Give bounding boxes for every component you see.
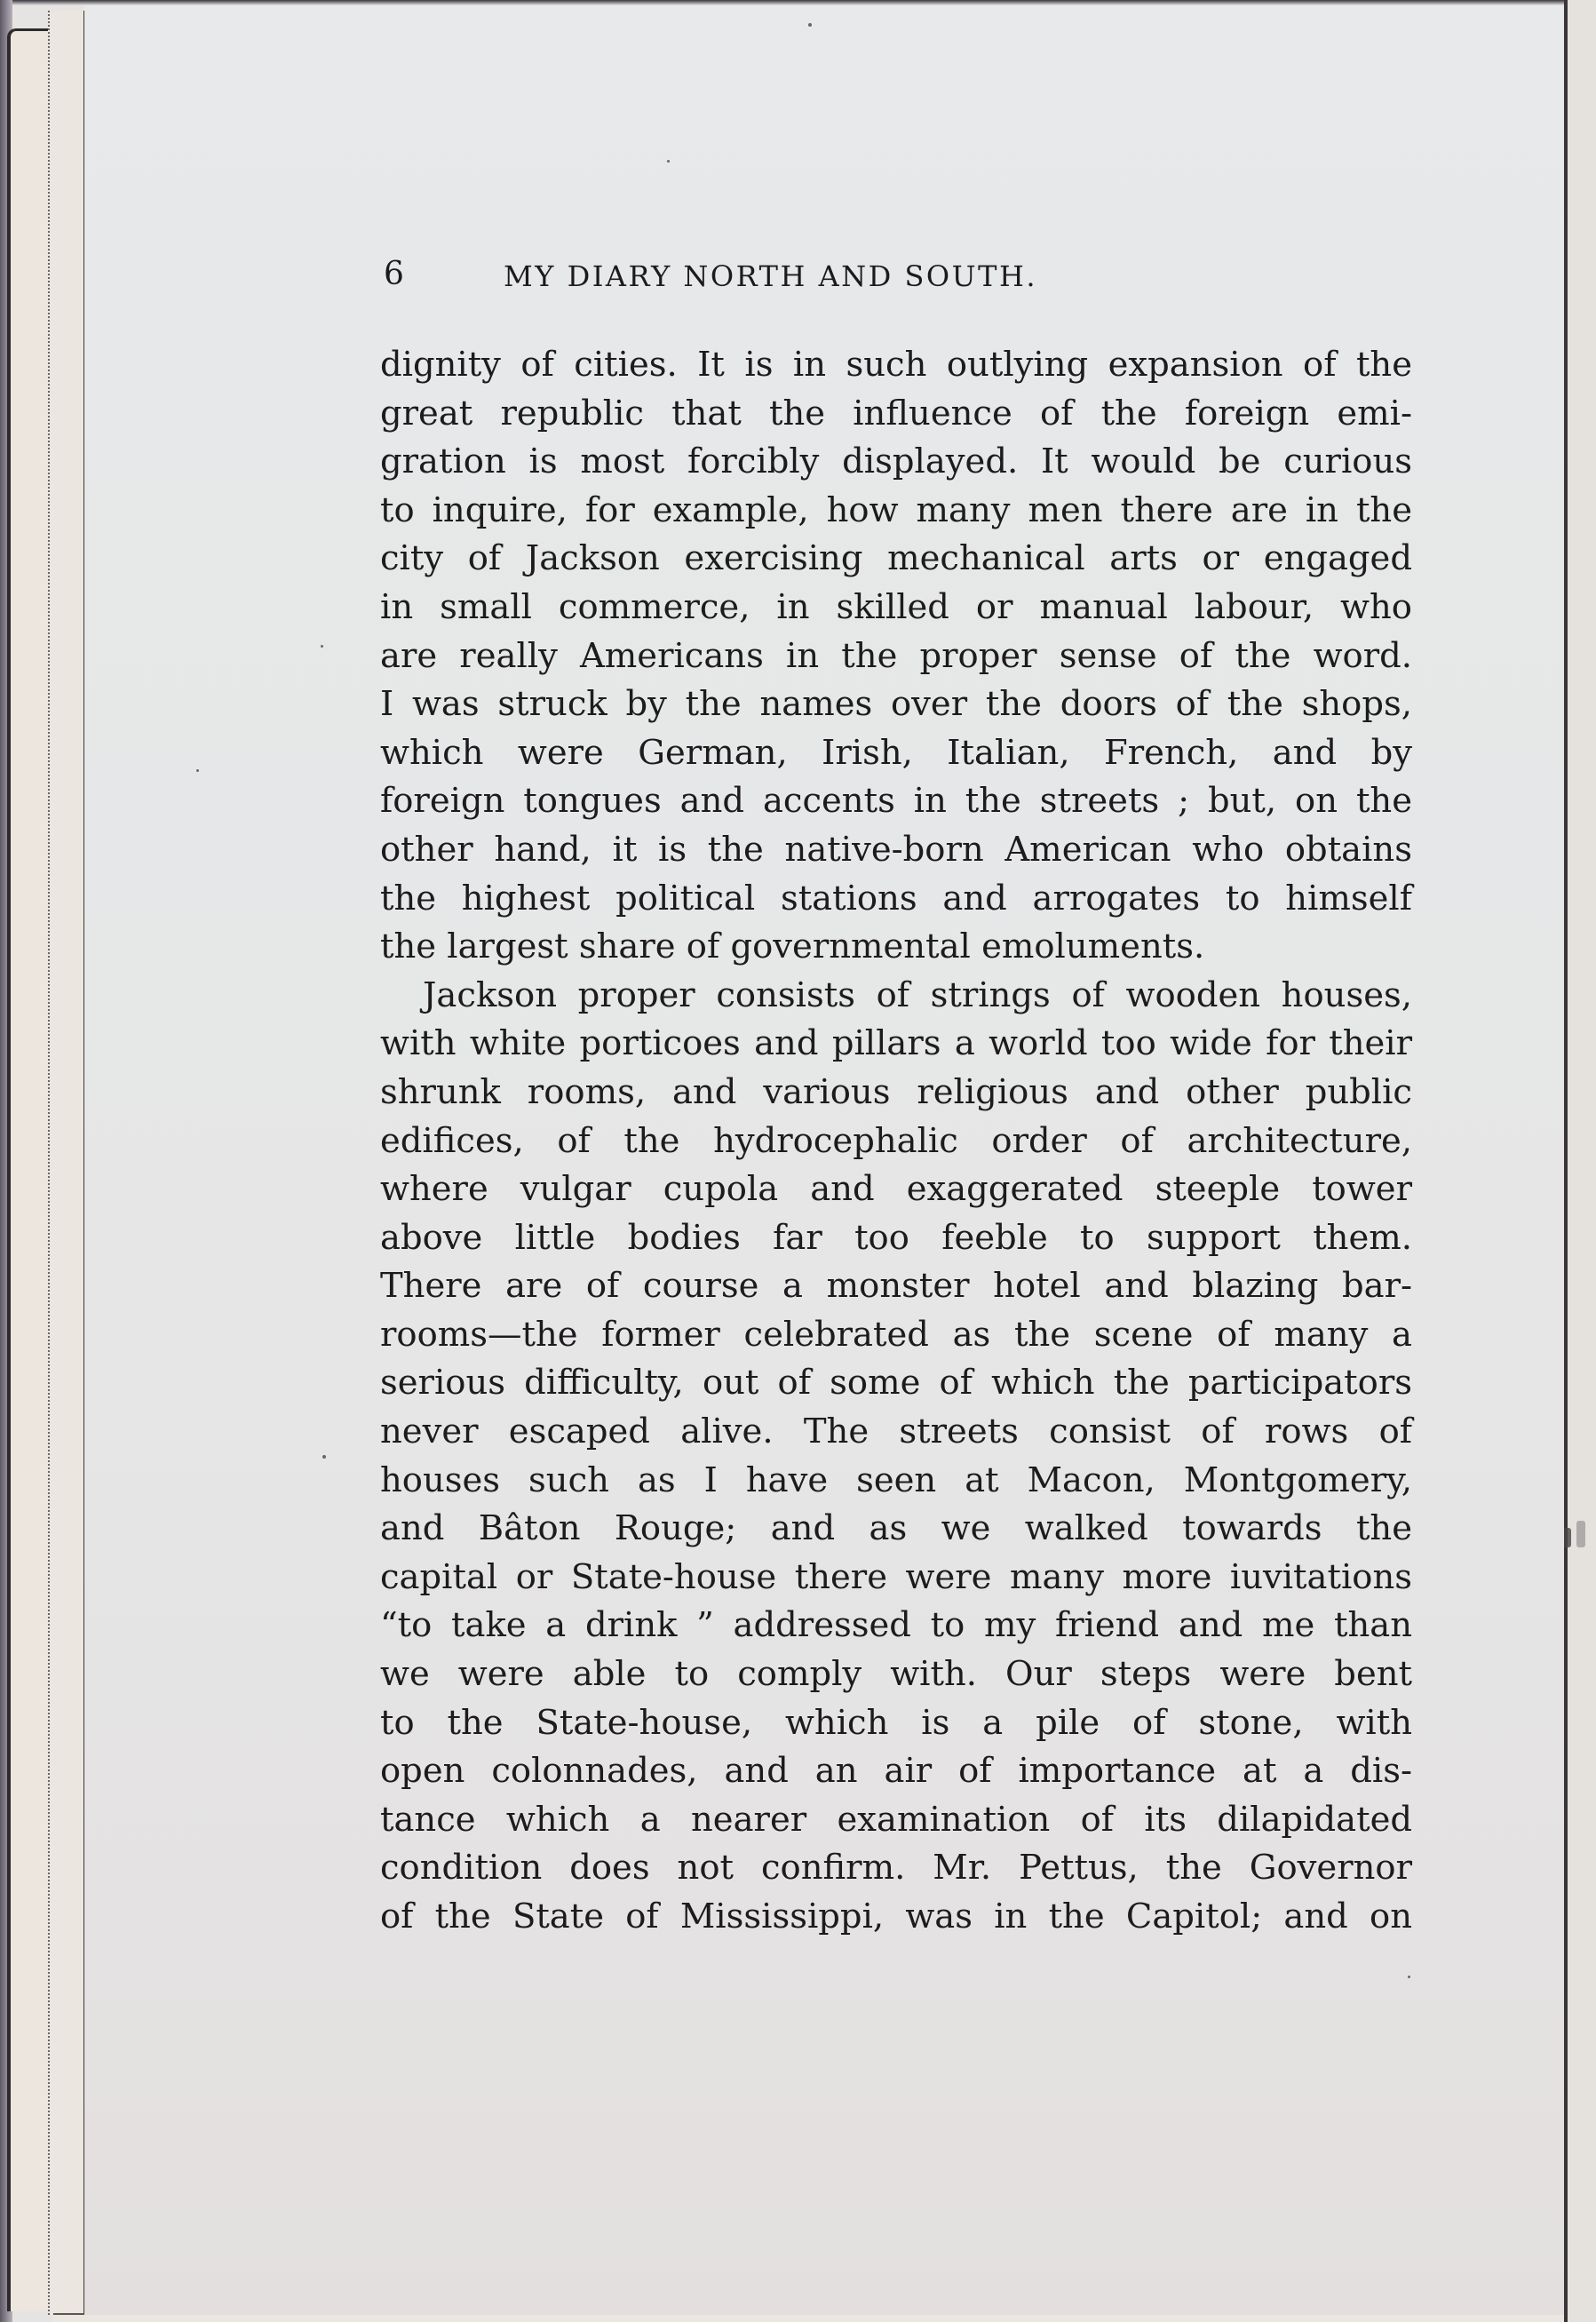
paper-speck: [1408, 1976, 1410, 1978]
text-line: which were German, Irish, Italian, French, and by: [380, 732, 1412, 773]
text-line: edifices, of the hydrocephalic order of architecture,: [380, 1120, 1412, 1161]
text-line: to inquire, for example, how many men there are in the: [380, 489, 1412, 530]
text-line: I was struck by the names over the doors of the shops,: [380, 684, 1412, 725]
text-line: There are of course a monster hotel and blazing bar-: [380, 1266, 1412, 1307]
text-line: capital or State-house there were many more iuvitations: [380, 1556, 1412, 1597]
text-line: dignity of cities. It is in such outlying expansion of the: [380, 345, 1412, 385]
body-text: [380, 341, 1412, 1942]
stacked-page-edge-outer: [7, 28, 52, 2311]
text-line: in small commerce, in skilled or manual labour, who: [380, 586, 1412, 627]
text-line: the highest political stations and arrogates to himself: [380, 878, 1412, 918]
edge-ink-mark-faint: [1576, 1521, 1585, 1547]
text-line: to the State-house, which is a pile of stone, with: [380, 1702, 1412, 1743]
text-line: where vulgar cupola and exaggerated steeple tower: [380, 1169, 1412, 1210]
page-header: [384, 256, 1236, 300]
text-line: city of Jackson exercising mechanical arts or engaged: [380, 538, 1412, 579]
text-line: above little bodies far too feeble to support them.: [380, 1217, 1412, 1258]
text-line: Jackson proper consists of strings of wooden houses,: [423, 974, 1412, 1015]
text-line: open colonnades, and an air of importance at a dis-: [380, 1751, 1412, 1792]
paragraph-2: [380, 972, 1412, 1942]
running-head: MY DIARY NORTH AND SOUTH.: [504, 259, 1038, 293]
paper-speck: [196, 769, 199, 772]
text-line: we were able to comply with. Our steps were bent: [380, 1654, 1412, 1695]
text-line: condition does not confirm. Mr. Pettus, the Governor: [380, 1848, 1412, 1889]
paragraph-1: [380, 341, 1412, 972]
text-line: great republic that the influence of the foreign emi-: [380, 393, 1412, 433]
text-line: tance which a nearer examination of its dilapidated: [380, 1799, 1412, 1840]
paper-speck: [322, 1455, 326, 1459]
paper-speck: [667, 160, 670, 163]
text-line: serious difficulty, out of some of which the participators: [380, 1363, 1412, 1404]
paper-speck: [808, 23, 812, 27]
facing-page-edge: [1564, 0, 1596, 2322]
paper-speck: [321, 645, 323, 648]
text-line: foreign tongues and accents in the streets ; but, on the: [380, 781, 1412, 822]
page-number: 6: [384, 256, 406, 292]
text-line: gration is most forcibly displayed. It would be curious: [380, 441, 1412, 482]
text-line: are really Americans in the proper sense of the word.: [380, 635, 1412, 676]
stacked-page-edge-inner: [48, 11, 86, 2315]
text-line: never escaped alive. The streets consist of rows of: [380, 1411, 1412, 1452]
text-line: the largest share of governmental emoluments.: [380, 926, 1205, 967]
text-line: shrunk rooms, and various religious and other public: [380, 1071, 1412, 1112]
text-line: and Bâton Rouge; and as we walked towards the: [380, 1508, 1412, 1549]
text-line: other hand, it is the native-born American who obtains: [380, 829, 1412, 870]
text-line: houses such as I have seen at Macon, Montgomery,: [380, 1459, 1412, 1500]
text-line: “to take a drink ” addressed to my friend and me than: [380, 1605, 1412, 1646]
text-line: with white porticoes and pillars a world too wide for their: [380, 1023, 1412, 1064]
text-line: of the State of Mississippi, was in the Capitol; and on: [380, 1897, 1412, 1936]
text-line: rooms—the former celebrated as the scene of many a: [380, 1314, 1412, 1355]
